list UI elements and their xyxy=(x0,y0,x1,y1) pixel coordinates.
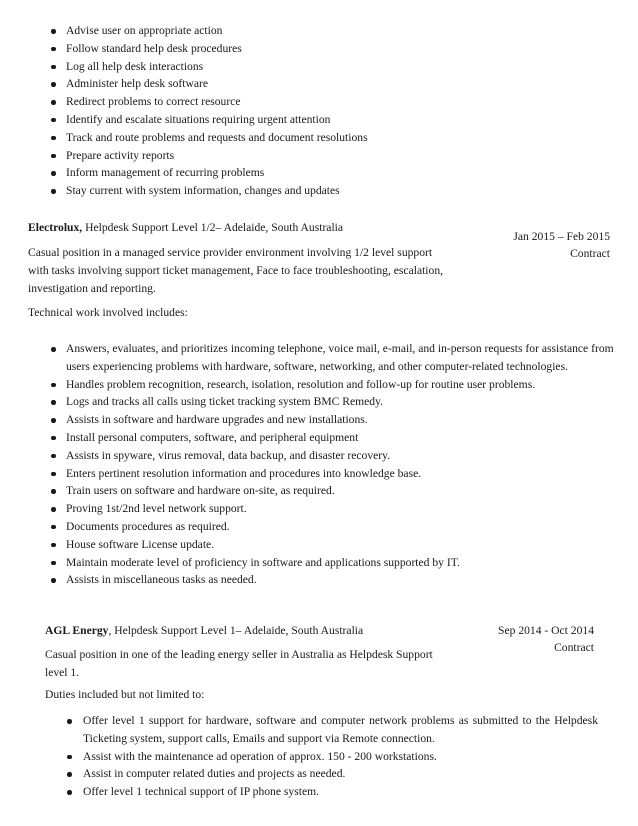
description-line: with tasks involving support ticket management, Face to face troubleshooting, escalation, xyxy=(28,263,444,277)
list-item: Proving 1st/2nd level network support. xyxy=(66,500,614,518)
list-item: Log all help desk interactions xyxy=(66,58,368,76)
electrolux-dates: Jan 2015 – Feb 2015 xyxy=(513,230,610,243)
list-item: Assists in software and hardware upgrades and new installations. xyxy=(66,411,614,429)
agl-intro: Duties included but not limited to: xyxy=(45,688,205,701)
list-item: House software License update. xyxy=(66,536,614,554)
list-item: Administer help desk software xyxy=(66,75,368,93)
description-line: Casual position in a managed service provider environment involving 1/2 level support xyxy=(28,246,433,259)
list-item: Identify and escalate situations requiring urgent attention xyxy=(66,111,368,129)
description-line: Casual position in one of the leading energy seller in Australia as Helpdesk Support xyxy=(45,648,433,661)
list-item: Install personal computers, software, and peripheral equipment xyxy=(66,429,614,447)
list-item: Prepare activity reports xyxy=(66,147,368,165)
list-item: Enters pertinent resolution information and procedures into knowledge base. xyxy=(66,465,614,483)
list-item: Inform management of recurring problems xyxy=(66,164,368,182)
company-name: AGL Energy xyxy=(45,624,109,637)
electrolux-duties-list xyxy=(66,340,614,589)
list-item: Advise user on appropriate action xyxy=(66,22,368,40)
description-line: investigation and reporting. xyxy=(28,281,156,295)
list-item: Redirect problems to correct resource xyxy=(66,93,368,111)
list-item: Offer level 1 technical support of IP phone system. xyxy=(83,783,598,801)
company-name: Electrolux, xyxy=(28,221,83,234)
list-item: Logs and tracks all calls using ticket tracking system BMC Remedy. xyxy=(66,393,614,411)
list-item: Follow standard help desk procedures xyxy=(66,40,368,58)
list-item: Assists in spyware, virus removal, data backup, and disaster recovery. xyxy=(66,447,614,465)
electrolux-description xyxy=(28,244,443,297)
electrolux-job-heading xyxy=(28,219,343,237)
agl-job-heading xyxy=(45,622,363,640)
list-item: Assists in miscellaneous tasks as needed. xyxy=(66,571,614,589)
agl-dates: Sep 2014 - Oct 2014 xyxy=(498,624,594,637)
electrolux-intro: Technical work involved includes: xyxy=(28,306,188,319)
list-item: Documents procedures as required. xyxy=(66,518,614,536)
list-item: Maintain moderate level of proficiency in software and applications supported by IT. xyxy=(66,554,614,572)
list-item: Track and route problems and requests and document resolutions xyxy=(66,129,368,147)
list-item: Assist in computer related duties and projects as needed. xyxy=(83,765,598,783)
electrolux-contract-type: Contract xyxy=(570,247,610,260)
description-line: level 1. xyxy=(45,665,80,679)
list-item: Offer level 1 support for hardware, software and computer network problems as submitted to the Helpdesk Ticketing system, support calls, Emails and support via Remote connection. xyxy=(83,712,598,748)
list-item: Assist with the maintenance ad operation of approx. 150 - 200 workstations. xyxy=(83,748,598,766)
job-title: Helpdesk Support Level 1/2– Adelaide, South Australia xyxy=(82,221,344,234)
agl-description xyxy=(45,646,433,682)
job-title: , Helpdesk Support Level 1– Adelaide, South Australia xyxy=(108,624,364,637)
list-item: Answers, evaluates, and prioritizes incoming telephone, voice mail, e-mail, and in-person requests for assistance from users experiencing problems with hardware, software, networking, and other computer-related technologies. xyxy=(66,340,614,376)
list-item: Handles problem recognition, research, isolation, resolution and follow-up for routine user problems. xyxy=(66,376,614,394)
list-item: Train users on software and hardware on-site, as required. xyxy=(66,482,614,500)
agl-duties-list xyxy=(83,712,598,801)
agl-contract-type: Contract xyxy=(554,641,594,654)
list-item: Stay current with system information, changes and updates xyxy=(66,182,368,200)
general-duties-list xyxy=(66,22,368,200)
